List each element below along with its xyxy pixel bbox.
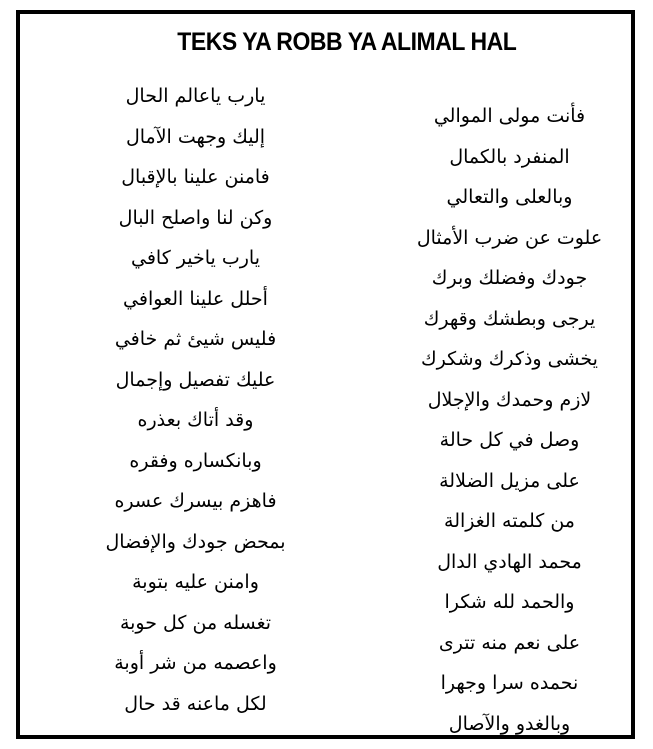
verse-line: إليك وجهت الآمال	[125, 125, 266, 148]
verse-line: يخشى وذكرك وشكرك	[421, 348, 598, 370]
verse-line: فامنن علينا بالإقبال	[121, 166, 270, 188]
verse-line: علوت عن ضرب الأمثال	[416, 226, 603, 249]
verse-line: تغسله من كل حوبة	[119, 611, 272, 634]
verse-line: يرجى وبطشك وقهرك	[423, 307, 596, 330]
verse-line: محمد الهادي الدال	[437, 550, 582, 573]
verse-line: فأنت مولى الموالي	[433, 105, 586, 127]
verse-line: من كلمته الغزالة	[444, 510, 575, 532]
verse-line: لكل ماعنه قد حال	[124, 692, 267, 715]
verse-line: على نعم منه تترى	[438, 631, 581, 654]
left-verse-column	[98, 76, 293, 724]
verse-line: على مزيل الضلالة	[439, 469, 580, 492]
verse-line: وامنن عليه بتوبة	[132, 571, 259, 593]
page-title: TEKS YA ROBB YA ALIMAL HAL	[177, 28, 517, 56]
verse-line: وصل في كل حالة	[439, 429, 580, 451]
verse-line: يارب ياخير كافي	[130, 247, 260, 269]
verse-line: وقد أتاك بعذره	[137, 409, 254, 431]
verse-line: واعصمه من شر أوبة	[114, 652, 277, 674]
verse-line: وبانكساره وفقره	[129, 449, 262, 472]
verse-line: لازم وحمدك والإجلال	[427, 388, 592, 411]
page-border	[16, 10, 635, 739]
verse-line: والحمد لله شكرا	[444, 591, 575, 613]
verse-line: فاهزم بيسرك عسره	[114, 490, 277, 512]
verse-line: بمحض جودك والإفضال	[105, 530, 286, 553]
verse-line: نحمده سرا وجهرا	[440, 672, 579, 694]
verse-line: المنفرد بالكمال	[449, 145, 570, 168]
verse-line: عليك تفصيل وإجمال	[115, 368, 276, 391]
verse-line: أحلل علينا العوافي	[123, 287, 268, 310]
right-verse-column	[402, 96, 617, 744]
verse-line: وبالعلى والتعالي	[446, 186, 573, 208]
verse-line: وكن لنا واصلح البال	[118, 206, 273, 229]
verse-line: جودك وفضلك وبرك	[431, 267, 588, 289]
verse-line: فليس شيئ ثم خافي	[114, 328, 277, 350]
verse-line: وبالغدو والآصال	[448, 712, 571, 735]
verse-line: يارب ياعالم الحال	[125, 85, 266, 107]
